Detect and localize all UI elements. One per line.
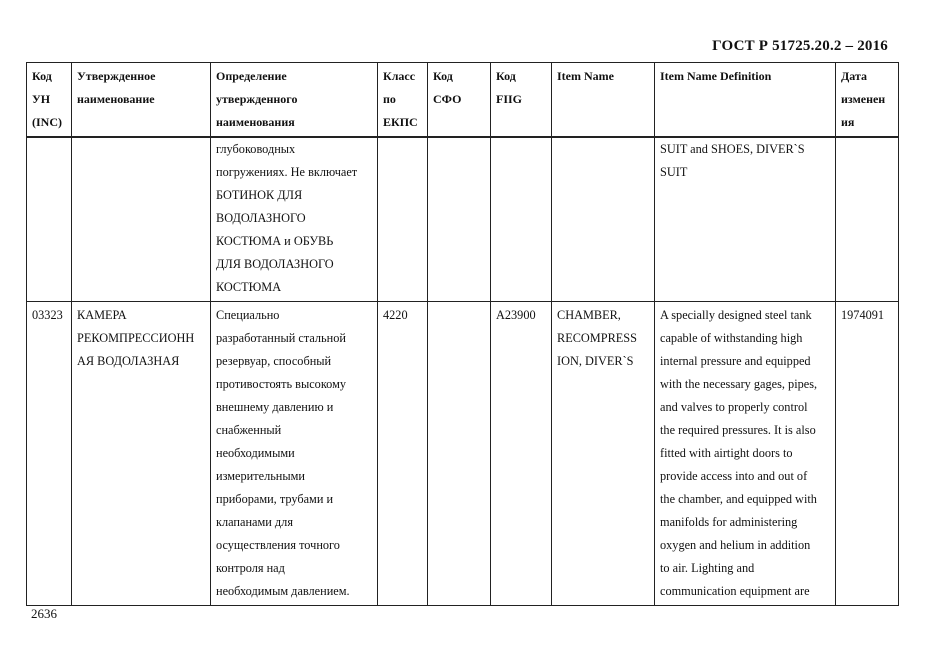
cell-text-line: необходимыми xyxy=(216,446,295,460)
cell-text-line: по xyxy=(383,92,396,106)
cell-approved-name xyxy=(72,302,211,606)
cell-sfo-code xyxy=(428,137,491,302)
cell-text-line: наименование xyxy=(77,92,155,106)
cell-text-line: the required pressures. It is also xyxy=(660,423,816,437)
cell-text-line: КОСТЮМА xyxy=(216,280,282,294)
page-number: 2636 xyxy=(31,606,57,621)
cell-text-line: manifolds for administering xyxy=(660,515,798,529)
cell-text-line: capable of withstanding high xyxy=(660,331,803,345)
cell-text-line: клапанами для xyxy=(216,515,293,529)
cell-text-line: ION, DIVER`S xyxy=(557,354,634,368)
cell-text-line: Класс xyxy=(383,69,416,83)
cell-text-line: КОСТЮМА и ОБУВЬ xyxy=(216,234,334,248)
cell-inc-code xyxy=(27,302,72,606)
header-name-definition xyxy=(211,63,378,138)
cell-text-line: измерительными xyxy=(216,469,306,483)
cell-ekps-class xyxy=(378,137,428,302)
cell-text-line: погружениях. Не включает xyxy=(216,165,358,179)
cell-change-date xyxy=(836,302,899,606)
cell-text-line: with the necessary gages, pipes, xyxy=(660,377,818,391)
cell-sfo-code xyxy=(428,302,491,606)
cell-text-line: РЕКОМПРЕССИОНН xyxy=(77,331,195,345)
cell-text-line: резервуар, способный xyxy=(216,354,332,368)
cell-text-line: ия xyxy=(841,115,855,129)
cell-text-line: RECOMPRESS xyxy=(557,331,637,345)
specification-table xyxy=(26,62,899,606)
cell-text-line: (INC) xyxy=(32,115,62,129)
cell-text-line: ЕКПС xyxy=(383,115,418,129)
cell-text-line: SUIT xyxy=(660,165,688,179)
table-row xyxy=(27,302,899,606)
cell-text-line: internal pressure and equipped xyxy=(660,354,811,368)
header-item-name-definition xyxy=(655,63,836,138)
cell-text-line: наименования xyxy=(216,115,295,129)
cell-text-line: Item Name xyxy=(557,69,614,83)
cell-approved-name xyxy=(72,137,211,302)
cell-name-definition xyxy=(211,137,378,302)
header-sfo-code xyxy=(428,63,491,138)
cell-text-line: контроля над xyxy=(216,561,285,575)
cell-text-line: and valves to properly control xyxy=(660,400,808,414)
header-fiig-code xyxy=(491,63,552,138)
cell-text-line: to air. Lighting and xyxy=(660,561,755,575)
cell-text-line: 4220 xyxy=(383,308,408,322)
cell-item-name-definition xyxy=(655,302,836,606)
cell-text-line: изменен xyxy=(841,92,886,106)
cell-text-line: oxygen and helium in addition xyxy=(660,538,811,552)
header-inc-code xyxy=(27,63,72,138)
cell-text-line: CHAMBER, xyxy=(557,308,621,322)
cell-text-line: приборами, трубами и xyxy=(216,492,334,506)
header-change-date xyxy=(836,63,899,138)
header-ekps-class xyxy=(378,63,428,138)
cell-text-line: ДЛЯ ВОДОЛАЗНОГО xyxy=(216,257,334,271)
cell-text-line: УН xyxy=(32,92,51,106)
cell-text-line: Код xyxy=(433,69,453,83)
cell-text-line: БОТИНОК ДЛЯ xyxy=(216,188,303,202)
cell-text-line: Специально xyxy=(216,308,280,322)
cell-text-line: 03323 xyxy=(32,308,63,322)
cell-text-line: FIIG xyxy=(496,92,523,106)
cell-item-name-definition xyxy=(655,137,836,302)
table-header-row xyxy=(27,63,899,138)
cell-change-date xyxy=(836,137,899,302)
cell-name-definition xyxy=(211,302,378,606)
cell-text-line: Код xyxy=(32,69,52,83)
cell-item-name xyxy=(552,302,655,606)
cell-text-line: communication equipment are xyxy=(660,584,810,598)
cell-text-line: Утвержденное xyxy=(77,69,156,83)
cell-ekps-class xyxy=(378,302,428,606)
cell-fiig-code xyxy=(491,302,552,606)
cell-text-line: КАМЕРА xyxy=(77,308,127,322)
cell-text-line: SUIT and SHOES, DIVER`S xyxy=(660,142,805,156)
cell-text-line: the chamber, and equipped with xyxy=(660,492,817,506)
header-approved-name xyxy=(72,63,211,138)
cell-text-line: Код xyxy=(496,69,516,83)
cell-fiig-code xyxy=(491,137,552,302)
cell-text-line: глубоководных xyxy=(216,142,296,156)
cell-text-line: противостоять высокому xyxy=(216,377,347,391)
cell-text-line: fitted with airtight doors to xyxy=(660,446,793,460)
cell-text-line: ВОДОЛАЗНОГО xyxy=(216,211,306,225)
header-item-name xyxy=(552,63,655,138)
cell-text-line: Дата xyxy=(841,69,867,83)
cell-text-line: 1974091 xyxy=(841,308,885,322)
cell-text-line: внешнему давлению и xyxy=(216,400,334,414)
cell-text-line: СФО xyxy=(433,92,462,106)
cell-text-line: снабженный xyxy=(216,423,282,437)
cell-text-line: provide access into and out of xyxy=(660,469,808,483)
cell-item-name xyxy=(552,137,655,302)
table-row xyxy=(27,137,899,302)
document-title: ГОСТ Р 51725.20.2 – 2016 xyxy=(712,38,888,54)
cell-text-line: АЯ ВОДОЛАЗНАЯ xyxy=(77,354,180,368)
cell-text-line: Определение xyxy=(216,69,287,83)
cell-text-line: необходимым давлением. xyxy=(216,584,350,598)
cell-text-line: Item Name Definition xyxy=(660,69,772,83)
cell-inc-code xyxy=(27,137,72,302)
cell-text-line: разработанный стальной xyxy=(216,331,346,345)
cell-text-line: A23900 xyxy=(496,308,536,322)
cell-text-line: утвержденного xyxy=(216,92,298,106)
cell-text-line: осуществления точного xyxy=(216,538,340,552)
cell-text-line: A specially designed steel tank xyxy=(660,308,812,322)
